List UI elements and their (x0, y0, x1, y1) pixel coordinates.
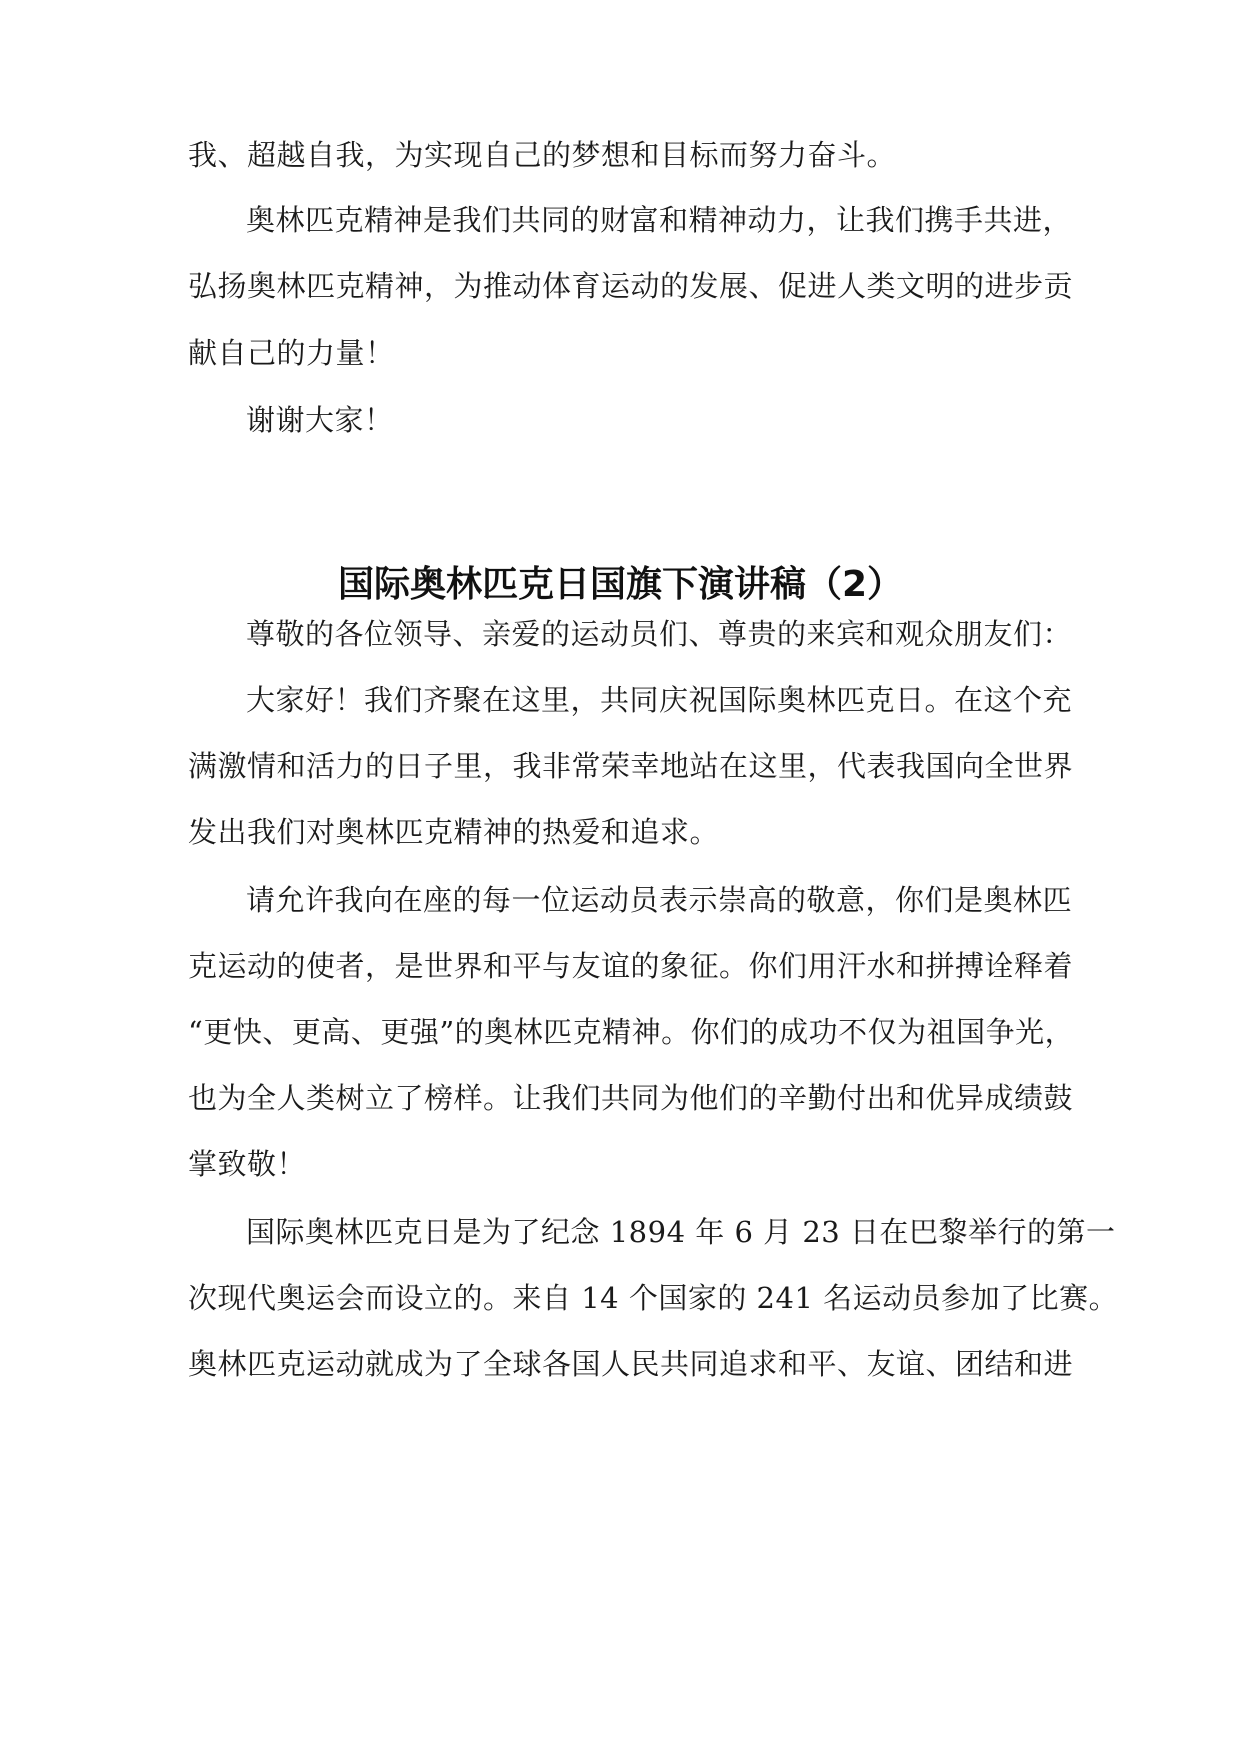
paragraph-line: 次现代奥运会而设立的。来自 14 个国家的 241 名运动员参加了比赛。 (188, 1281, 1119, 1315)
section-title: 国际奥林匹克日国旗下演讲稿（2） (337, 564, 904, 605)
paragraph-line: “更快、更高、更强”的奥林匹克精神。你们的成功不仅为祖国争光， (188, 1015, 1075, 1049)
paragraph-line: 掌致敬！ (188, 1147, 307, 1181)
paragraph-line: 奥林匹克精神是我们共同的财富和精神动力，让我们携手共进， (246, 203, 1073, 237)
paragraph-line: 大家好！我们齐聚在这里，共同庆祝国际奥林匹克日。在这个充 (246, 683, 1073, 717)
paragraph-line: 弘扬奥林匹克精神，为推动体育运动的发展、促进人类文明的进步贡 (188, 269, 1074, 303)
paragraph-line: 我、超越自我，为实现自己的梦想和目标而努力奋斗。 (188, 138, 897, 172)
paragraph-line: 发出我们对奥林匹克精神的热爱和追求。 (188, 815, 720, 849)
paragraph-line: 克运动的使者，是世界和平与友谊的象征。你们用汗水和拼搏诠释着 (188, 949, 1074, 983)
paragraph-line: 尊敬的各位领导、亲爱的运动员们、尊贵的来宾和观众朋友们： (246, 617, 1073, 651)
paragraph-line: 满激情和活力的日子里，我非常荣幸地站在这里，代表我国向全世界 (188, 749, 1074, 783)
paragraph-line: 国际奥林匹克日是为了纪念 1894 年 6 月 23 日在巴黎举行的第一 (246, 1215, 1116, 1249)
paragraph-line: 献自己的力量！ (188, 336, 395, 370)
paragraph-line: 请允许我向在座的每一位运动员表示崇高的敬意，你们是奥林匹 (246, 883, 1073, 917)
paragraph-line: 也为全人类树立了榜样。让我们共同为他们的辛勤付出和优异成绩鼓 (188, 1081, 1074, 1115)
paragraph-line: 谢谢大家！ (246, 403, 394, 437)
paragraph-line: 奥林匹克运动就成为了全球各国人民共同追求和平、友谊、团结和进 (188, 1347, 1074, 1381)
